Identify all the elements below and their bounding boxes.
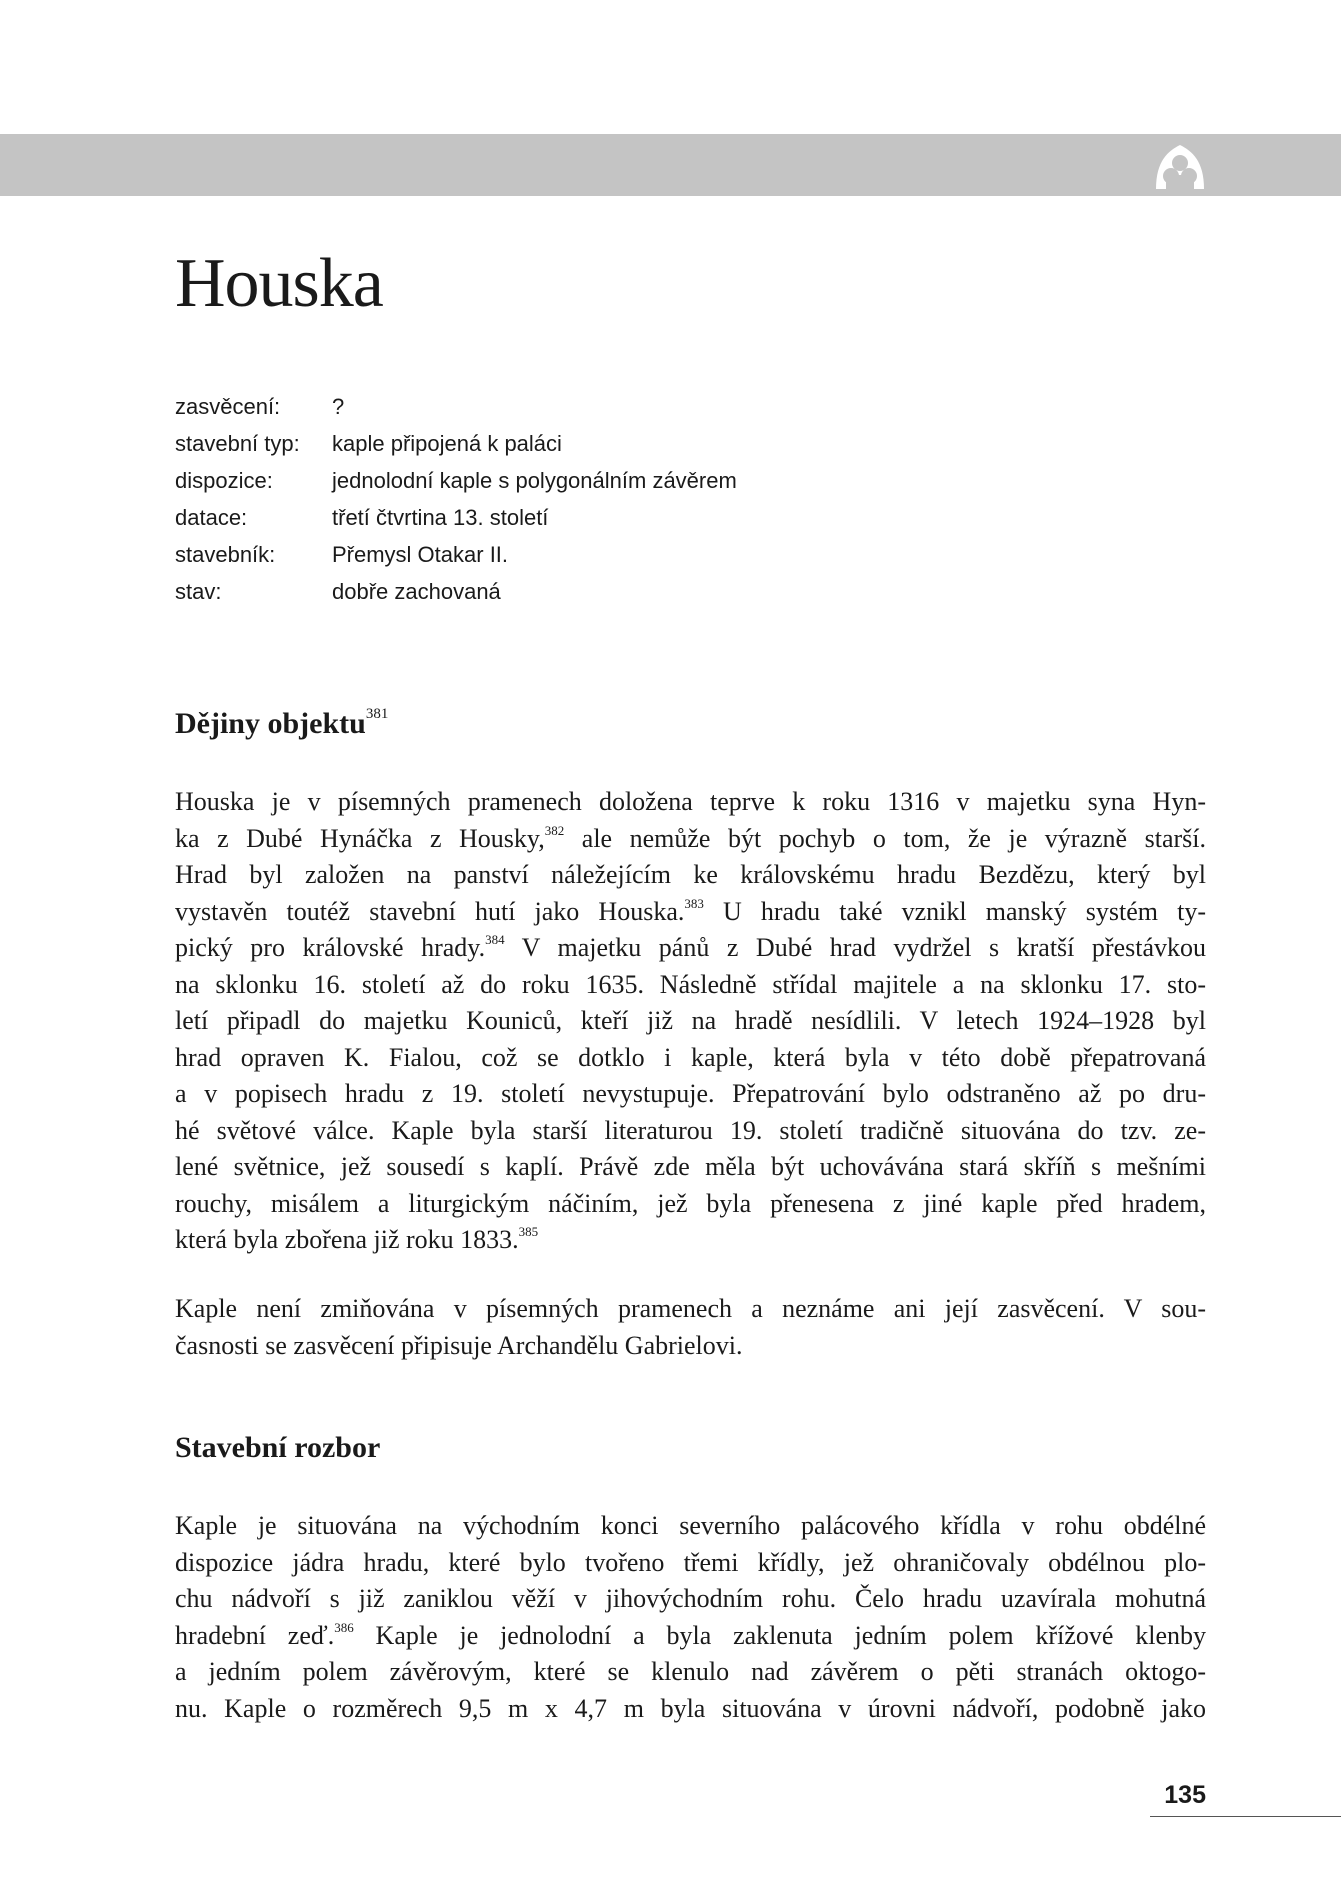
text-line: Kaple je situována na východním konci severního palácového křídla v rohu obdélné: [175, 1511, 1206, 1540]
page-number: 135: [1164, 1781, 1206, 1809]
fact-value: ?: [332, 394, 345, 419]
text-line: pický pro královské hrady.$^{384}$ V majetku pánů z Dubé hrad vydržel s kratší přestávkou: [175, 932, 1207, 962]
footnote-ref: 383: [684, 895, 704, 911]
trefoil-arch-icon: [1152, 141, 1208, 197]
paragraph: [175, 784, 1206, 1259]
fact-row: [175, 462, 975, 499]
text-line: a v popisech hradu z 19. století nevystupuje. Přepatrování bylo odstraněno až po dru-: [175, 1079, 1206, 1108]
paragraph: [175, 1508, 1206, 1727]
text-line: Houska je v písemných pramenech doložena teprve k roku 1316 v majetku syna Hyn-: [175, 787, 1206, 816]
fact-value: jednolodní kaple s polygonálním závěrem: [332, 468, 737, 493]
fact-label: stav:: [175, 579, 222, 604]
text-line: na sklonku 16. století až do roku 1635. Následně střídal majitele a na sklonku 17. sto-: [175, 969, 1206, 999]
header-band: [0, 134, 1341, 196]
fact-value: třetí čtvrtina 13. století: [332, 505, 549, 530]
fact-row: [175, 536, 975, 573]
fact-value: dobře zachovaná: [332, 579, 501, 604]
text-line: rouchy, misálem a liturgickým náčiním, jež byla přenesena z jiné kaple před hradem,: [175, 1188, 1206, 1218]
text-line: hrad opraven K. Fialou, což se dotklo i kaple, která byla v této době přepatrovaná: [175, 1042, 1206, 1072]
fact-label: dispozice:: [175, 468, 273, 493]
text-line: vystavěn toutéž stavební hutí jako Houska.$^{383}$ U hradu také vznikl manský systém ty-: [175, 895, 1206, 926]
section-heading-text: Dějiny objektu: [175, 707, 366, 740]
fact-label: stavebník:: [175, 542, 276, 567]
text-line: dispozice jádra hradu, které bylo tvořeno třemi křídly, jež ohraničovaly obdélnou plo-: [175, 1547, 1206, 1577]
fact-label: zasvěcení:: [175, 394, 281, 419]
text-line: nu. Kaple o rozměrech 9,5 m x 4,7 m byla situována v úrovni nádvoří, podobně jako: [175, 1693, 1206, 1723]
fact-value: kaple připojená k paláci: [332, 431, 562, 456]
text-line: chu nádvoří s již zaniklou věží v jihovýchodním rohu. Čelo hradu uzavírala mohutná: [175, 1584, 1206, 1613]
text-line: časnosti se zasvěcení připisuje Archandělu Gabrielovi.: [175, 1330, 743, 1360]
paragraph: [175, 1291, 1206, 1364]
footnote-ref: 386: [334, 1619, 354, 1635]
fact-row: [175, 499, 975, 536]
fact-label: datace:: [175, 505, 248, 530]
text-line: hradební zeď.$^{386}$ Kaple je jednolodní a byla zaklenuta jedním polem křížové klenby: [175, 1619, 1207, 1650]
fact-sheet: [175, 388, 975, 610]
text-line: ka z Dubé Hynáčka z Housky,$^{382}$ ale nemůže být pochyb o tom, že je výrazně starší.: [175, 822, 1206, 853]
fact-label: stavební typ:: [175, 431, 300, 456]
page-title: Houska: [175, 245, 383, 322]
text-line: lené světnice, jež sousedí s kaplí. Právě zde měla být uchovávána stará skříň s mešními: [175, 1152, 1206, 1181]
text-line: hé světové válce. Kaple byla starší literaturou 19. století tradičně situována do tzv. ze-: [175, 1115, 1206, 1145]
footnote-ref: 382: [544, 822, 565, 838]
text-line: letí připadl do majetku Kouniců, kteří již na hradě nesídlili. V letech 1924–1928 byl: [175, 1006, 1206, 1035]
footnote-ref: 384: [485, 932, 505, 948]
fact-value: Přemysl Otakar II.: [332, 542, 509, 567]
text-line: Hrad byl založen na panství náležejícím ke královskému hradu Bezdězu, který byl: [175, 860, 1206, 889]
footer-rule: [1150, 1816, 1341, 1817]
section-heading-text: Stavební rozbor: [175, 1431, 381, 1464]
footnote-ref: 385: [518, 1224, 539, 1240]
fact-row: [175, 425, 975, 462]
text-line: a jedním polem závěrovým, které se klenulo nad závěrem o pěti stranách oktogo-: [175, 1657, 1206, 1686]
text-line: která byla zbořena již roku 1833.$^{385}$: [175, 1224, 539, 1254]
footnote-ref: 381: [365, 706, 389, 722]
section-heading-analysis: [175, 1428, 380, 1468]
fact-row: [175, 573, 975, 610]
text-line: Kaple není zmiňována v písemných pramenech a neznáme ani její zasvěcení. V sou-: [175, 1294, 1206, 1323]
fact-row: [175, 388, 975, 425]
section-heading-history: [175, 704, 388, 744]
